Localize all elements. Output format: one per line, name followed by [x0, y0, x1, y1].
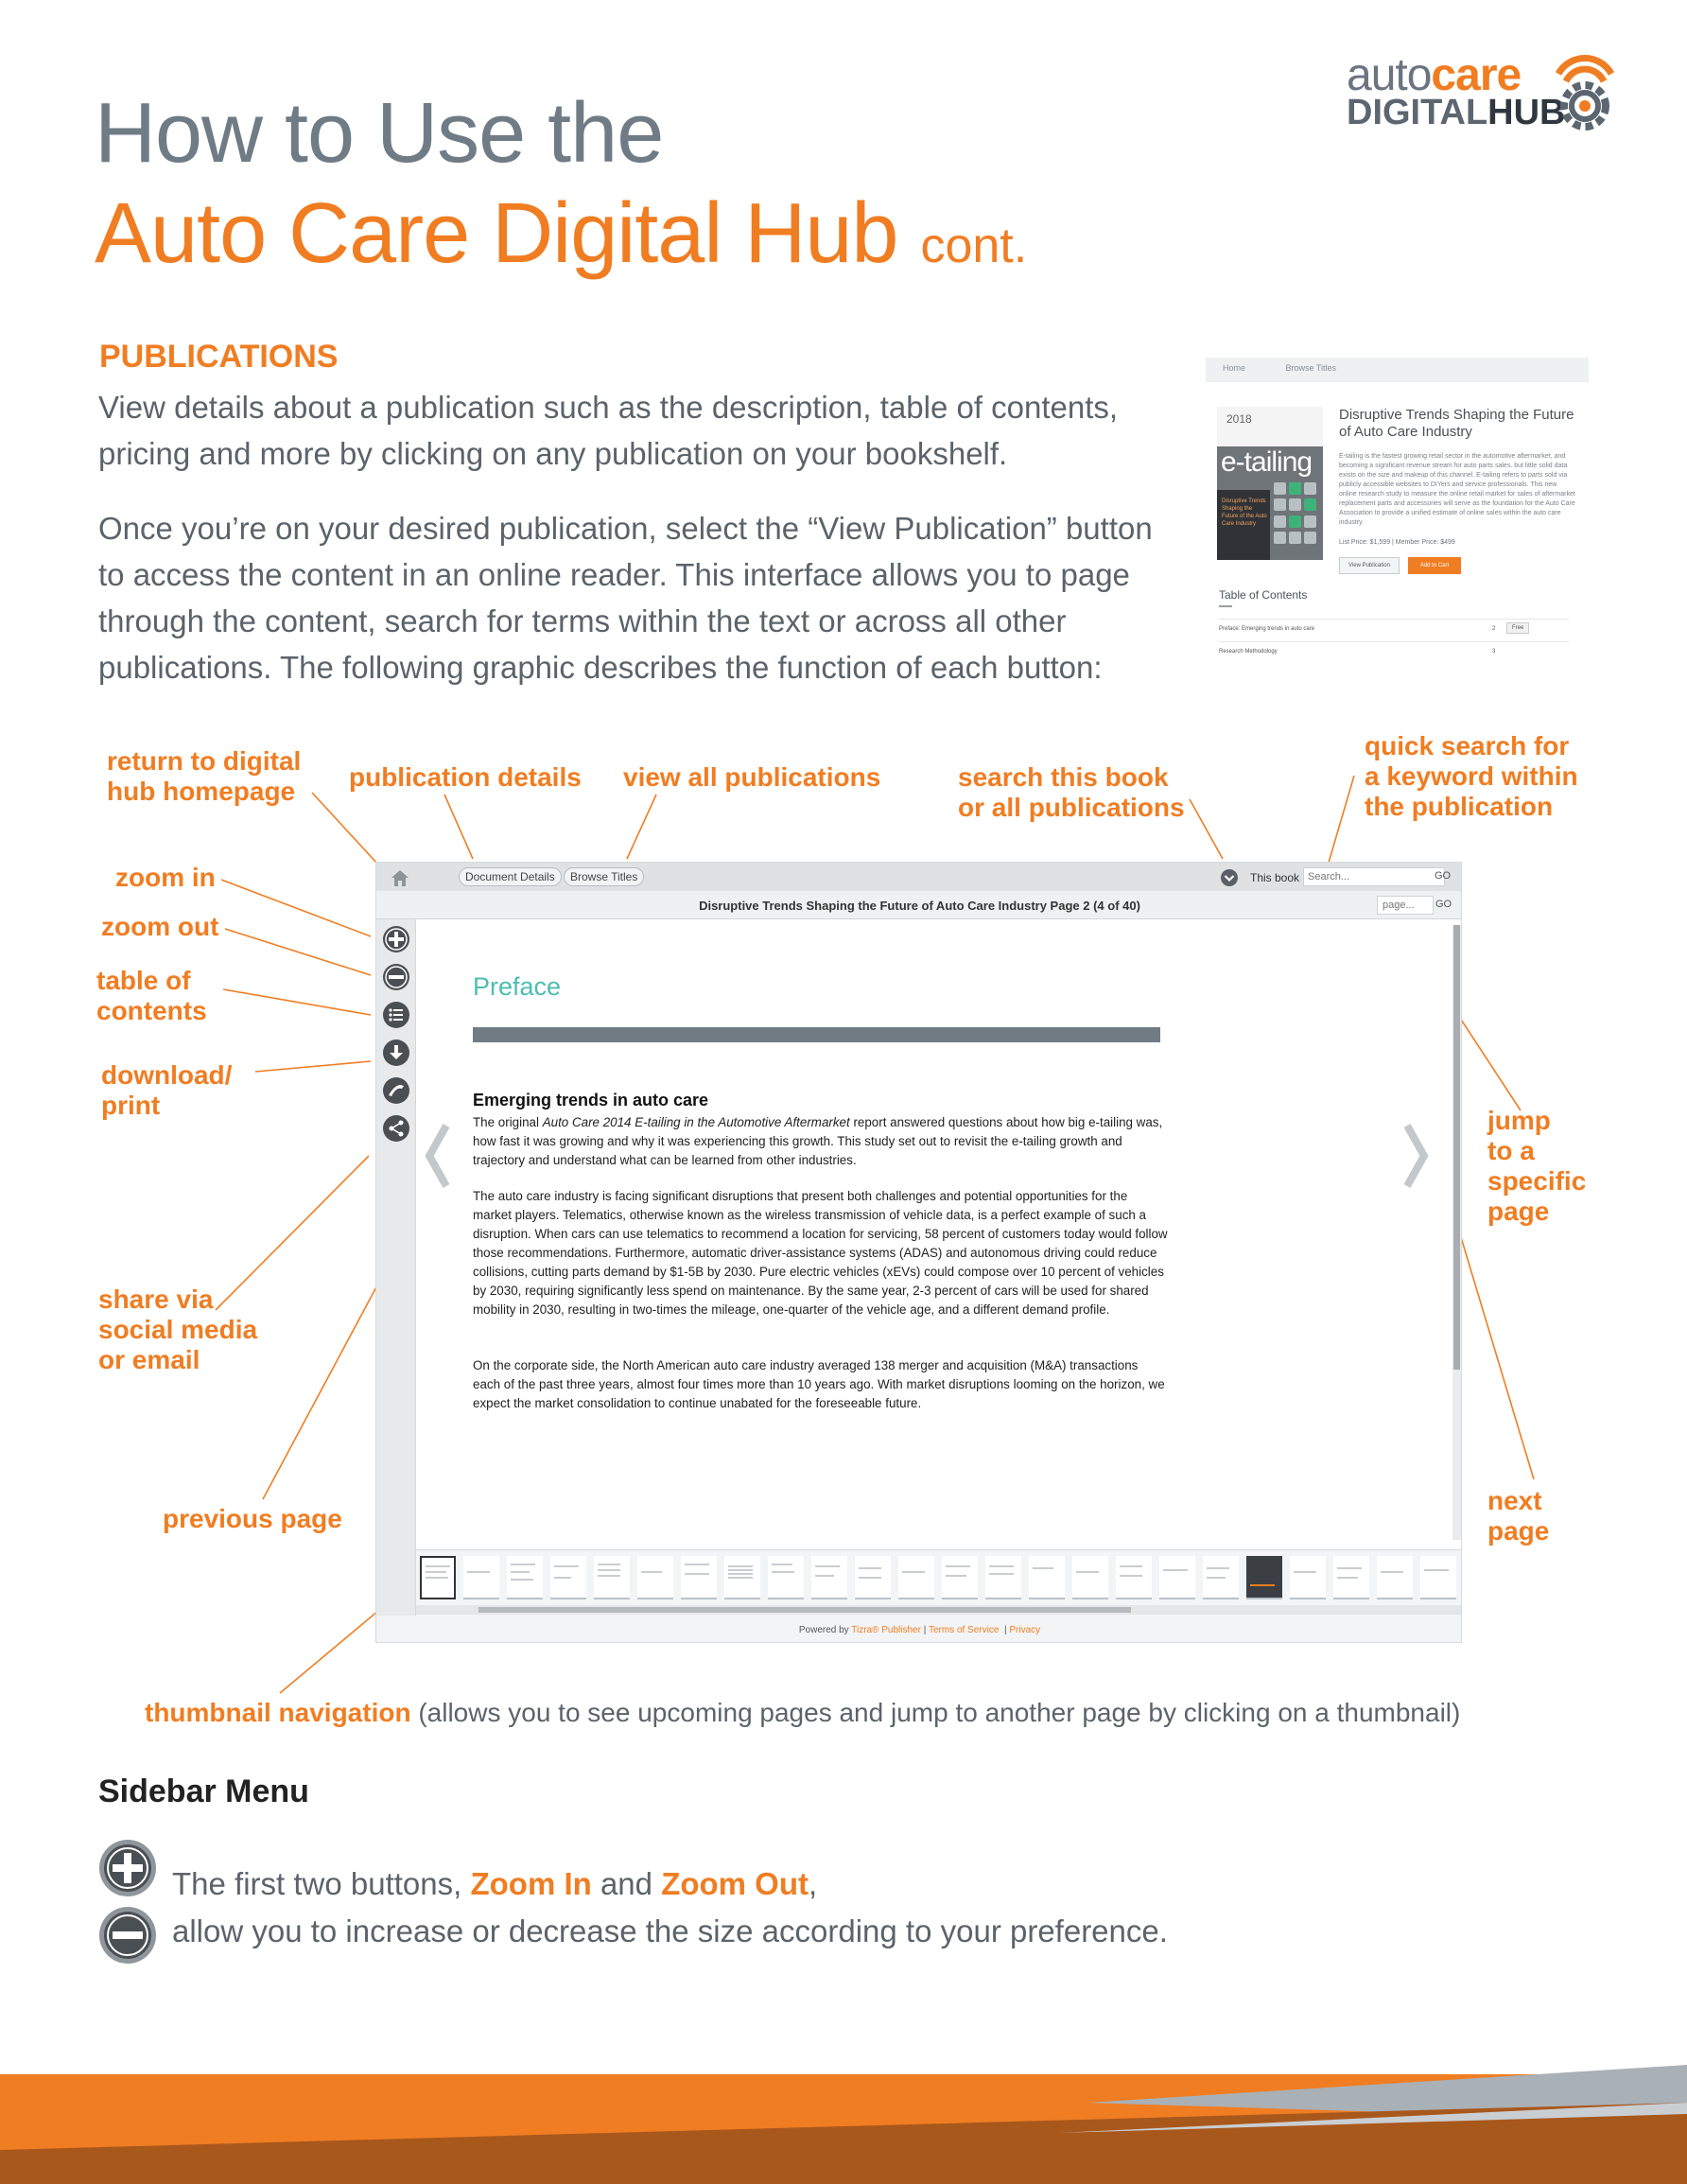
zoom-out-term: Zoom Out	[661, 1866, 809, 1901]
page-thumbnail[interactable]	[1029, 1556, 1065, 1599]
zoom-description-line1: The first two buttons, Zoom In and Zoom Out,	[172, 1866, 818, 1901]
toc-row-title: Research Methodology	[1219, 649, 1278, 655]
page-thumbnail[interactable]	[1420, 1556, 1456, 1599]
page-thumbnail[interactable]	[463, 1556, 499, 1599]
preface-rule	[473, 1027, 1160, 1042]
zoom-out-icon[interactable]	[382, 963, 410, 991]
preface-heading: Preface	[473, 972, 562, 1001]
label-search-scope: search this book or all publications	[958, 762, 1185, 822]
label-jump-to-page: jump to a specific page	[1487, 1106, 1587, 1226]
page-title-line1: How to Use the	[95, 86, 664, 181]
share-icon[interactable]	[382, 1114, 410, 1143]
page-thumbnail[interactable]	[1203, 1556, 1239, 1599]
body-paragraph-1: The original Auto Care 2014 E-tailing in the Automotive Aftermarket report answered questions about how big e-tailing was, how fast it was growing and why it was experiencing this growth. This study set out to revisit the e-tailing growth and trajectory and understand what can be learned from other industries.	[473, 1115, 1163, 1167]
page-thumbnail[interactable]	[1290, 1556, 1326, 1599]
toc-row-page: 3	[1492, 649, 1496, 655]
page-thumbnail[interactable]	[1246, 1556, 1282, 1599]
reader-toolbar	[376, 863, 1462, 891]
label-share: share via social media or email	[98, 1284, 258, 1374]
page-thumbnail[interactable]	[724, 1556, 760, 1599]
publications-heading: PUBLICATIONS	[99, 339, 339, 375]
label-zoom-out: zoom out	[101, 912, 219, 941]
download-icon[interactable]	[382, 1039, 410, 1067]
publication-title: Disruptive Trends Shaping the Future of Auto Care Industry	[1339, 407, 1574, 440]
search-input[interactable]	[1303, 867, 1445, 886]
sidebar-menu-heading: Sidebar Menu	[98, 1773, 309, 1809]
add-to-cart-button[interactable]: Add to Cart	[1408, 557, 1461, 574]
chevron-down-icon[interactable]	[1220, 868, 1239, 887]
label-download-print: download/ print	[101, 1060, 233, 1120]
page-thumbnail[interactable]	[1116, 1556, 1152, 1599]
table-of-contents-icon[interactable]	[382, 1001, 410, 1029]
cover-year: 2018	[1226, 412, 1252, 426]
logo-digital: DIGITAL	[1347, 93, 1488, 132]
body-paragraph-2: The auto care industry is facing significant disruptions that present both challenges and potential opportunities for the market players. Telematics, otherwise known as the wireless transmission of vehicle data, is a perfect example of such a disruption. When cars can use telematics to recommend a location for servicing, 58 percent of customers today would follow those recommendations. Furthermore, automatic driver-assistance systems (ADAS) and autonomous driving could reduce collisions, cutting parts demand by $1-5B by 2030. Pure electric vehicles (xEVs) could compose over 10 percent of vehicles by 2030, requiring significantly less spend on maintenance. By the same year, 2-3 percent of cars will be used for shared mobility in 2030, resulting in two-times the mileage, one-quarter of the vehicle age, and a different demand profile.	[473, 1189, 1168, 1317]
breadcrumb-browse[interactable]: Browse Titles	[1285, 363, 1337, 373]
logo-hub: HUB	[1487, 93, 1566, 132]
search-scope-label[interactable]: This book	[1250, 871, 1300, 884]
horizontal-scrollbar[interactable]	[416, 1605, 1462, 1615]
thumbnail-navigation-label: thumbnail navigation	[145, 1698, 411, 1727]
publications-paragraph-2: Once you’re on your desired publication, select the “View Publication” button to access the content in an online reader. This interface allows you to page through the content, search for terms within the text or across all other publications. The following graphic describes the function of each button:	[98, 511, 1153, 685]
label-next-page: next page	[1487, 1486, 1550, 1546]
label-previous-page: previous page	[163, 1504, 342, 1533]
zoom-in-term: Zoom In	[470, 1866, 592, 1901]
page-thumbnail[interactable]	[898, 1556, 934, 1599]
page-thumbnail[interactable]	[420, 1556, 456, 1599]
print-icon[interactable]	[382, 1076, 410, 1105]
scrollbar-thumb[interactable]	[1453, 925, 1460, 1370]
zoom-in-icon	[98, 1839, 157, 1897]
zoom-description-line2: allow you to increase or decrease the size according to your preference.	[172, 1913, 1168, 1948]
page-thumbnail[interactable]	[550, 1556, 586, 1599]
page-title-main: Auto Care Digital Hub	[95, 186, 898, 281]
online-reader-screenshot	[375, 862, 1462, 1643]
page-thumbnail[interactable]	[1333, 1556, 1369, 1599]
page-thumbnail[interactable]	[681, 1556, 717, 1599]
chevron-left-icon[interactable]	[420, 1118, 454, 1194]
logo-care: care	[1431, 50, 1522, 100]
page-thumbnail[interactable]	[594, 1556, 630, 1599]
section-heading: Emerging trends in auto care	[473, 1091, 709, 1109]
publications-paragraph-1: View details about a publication such as the description, table of contents, pricing and more by clicking on any publication on your bookshelf.	[98, 390, 1119, 471]
zoom-in-icon[interactable]	[382, 925, 410, 953]
label-view-all-publications: view all publications	[623, 762, 881, 792]
page-go-button[interactable]: GO	[1435, 899, 1452, 910]
privacy-link[interactable]: Privacy	[1009, 1625, 1041, 1635]
powered-by-text: Powered by	[798, 1625, 852, 1635]
label-publication-details: publication details	[349, 762, 582, 792]
page-jump-input[interactable]	[1377, 896, 1434, 915]
label-table-of-contents: table of contents	[96, 966, 207, 1025]
thumbnail-navigation-desc: (allows you to see upcoming pages and jump to another page by clicking on a thumbnail)	[410, 1698, 1461, 1727]
page-thumbnail[interactable]	[507, 1556, 543, 1599]
page-thumbnail[interactable]	[811, 1556, 847, 1599]
document-title: Disruptive Trends Shaping the Future of Auto Care Industry Page 2 (4 of 40)	[699, 899, 1140, 913]
cover-title: e-tailing	[1221, 446, 1313, 478]
breadcrumb-home[interactable]: Home	[1223, 363, 1246, 373]
home-icon[interactable]	[390, 867, 410, 888]
browse-titles-button[interactable]: Browse Titles	[564, 867, 644, 886]
reader-page-area	[416, 919, 1462, 1549]
label-quick-search: quick search for a keyword within the publication	[1365, 731, 1578, 821]
toc-row-title: Preface: Emerging trends in auto care	[1219, 626, 1315, 632]
page-thumbnail[interactable]	[768, 1556, 804, 1599]
page-thumbnail[interactable]	[637, 1556, 673, 1599]
cover-text: Disruptive Trends Shaping the Future of the Auto Care Industry	[1222, 498, 1267, 527]
toc-row-page: 2	[1492, 626, 1496, 632]
page-thumbnail[interactable]	[1377, 1556, 1413, 1599]
zoom-out-icon	[98, 1906, 157, 1965]
reader-titlebar	[376, 891, 1462, 919]
terms-link[interactable]: Terms of Service	[928, 1625, 1000, 1635]
vertical-scrollbar[interactable]	[1452, 925, 1461, 1540]
page-thumbnail[interactable]	[942, 1556, 978, 1599]
logo-auto: auto	[1347, 50, 1432, 100]
publication-description: E-tailing is the fastest growing retail sector in the automotive aftermarket, and becoming a significant revenue stream for auto parts sales. but little solid data exists on the size and makeup of this channel. E-tailing refers to parts sold via publicly accessible websites to DIYers and service professionals. This new online research study to measure the online retail market for sales of aftermarket replacement parts and accessories will serve as the foundation for the Auto Care Association to provide a unified estimate of online sales within the auto care industry.	[1339, 453, 1575, 526]
document-details-button[interactable]: Document Details	[459, 867, 562, 886]
page-thumbnail[interactable]	[855, 1556, 891, 1599]
page-thumbnail[interactable]	[1072, 1556, 1108, 1599]
publication-price: List Price: $1,599 | Member Price: $499	[1339, 539, 1455, 546]
chevron-right-icon[interactable]	[1400, 1118, 1434, 1194]
thumbnail-navigation	[416, 1549, 1462, 1616]
page-title-suffix: cont.	[920, 218, 1028, 273]
page-thumbnail[interactable]	[985, 1556, 1021, 1599]
reader-footer: Powered by Tizra® Publisher | Terms of Service | Privacy	[376, 1616, 1462, 1643]
label-zoom-in: zoom in	[115, 863, 216, 892]
page-thumbnail[interactable]	[1159, 1556, 1195, 1599]
body-paragraph-3: On the corporate side, the North American auto care industry averaged 138 merger and acquisition (M&A) transactions each of the past three years, almost four times more than 10 years ago. With market disruptions looming on the horizon, we expect the market consolidation to continue unabated for the foreseeable future.	[473, 1358, 1165, 1410]
toc-heading: Table of Contents	[1219, 588, 1308, 602]
tizra-link[interactable]: Tizra® Publisher	[851, 1625, 921, 1635]
view-publication-button[interactable]: View Publication	[1339, 557, 1400, 574]
search-go-button[interactable]: GO	[1435, 870, 1452, 882]
footer-color-band	[0, 2065, 1687, 2184]
reader-sidebar	[376, 919, 416, 1643]
scrollbar-thumb[interactable]	[478, 1607, 1131, 1613]
label-return-home: return to digital hub homepage	[107, 746, 302, 806]
free-badge: Free	[1506, 622, 1529, 634]
thumbnail-navigation-note	[145, 1698, 1460, 1728]
